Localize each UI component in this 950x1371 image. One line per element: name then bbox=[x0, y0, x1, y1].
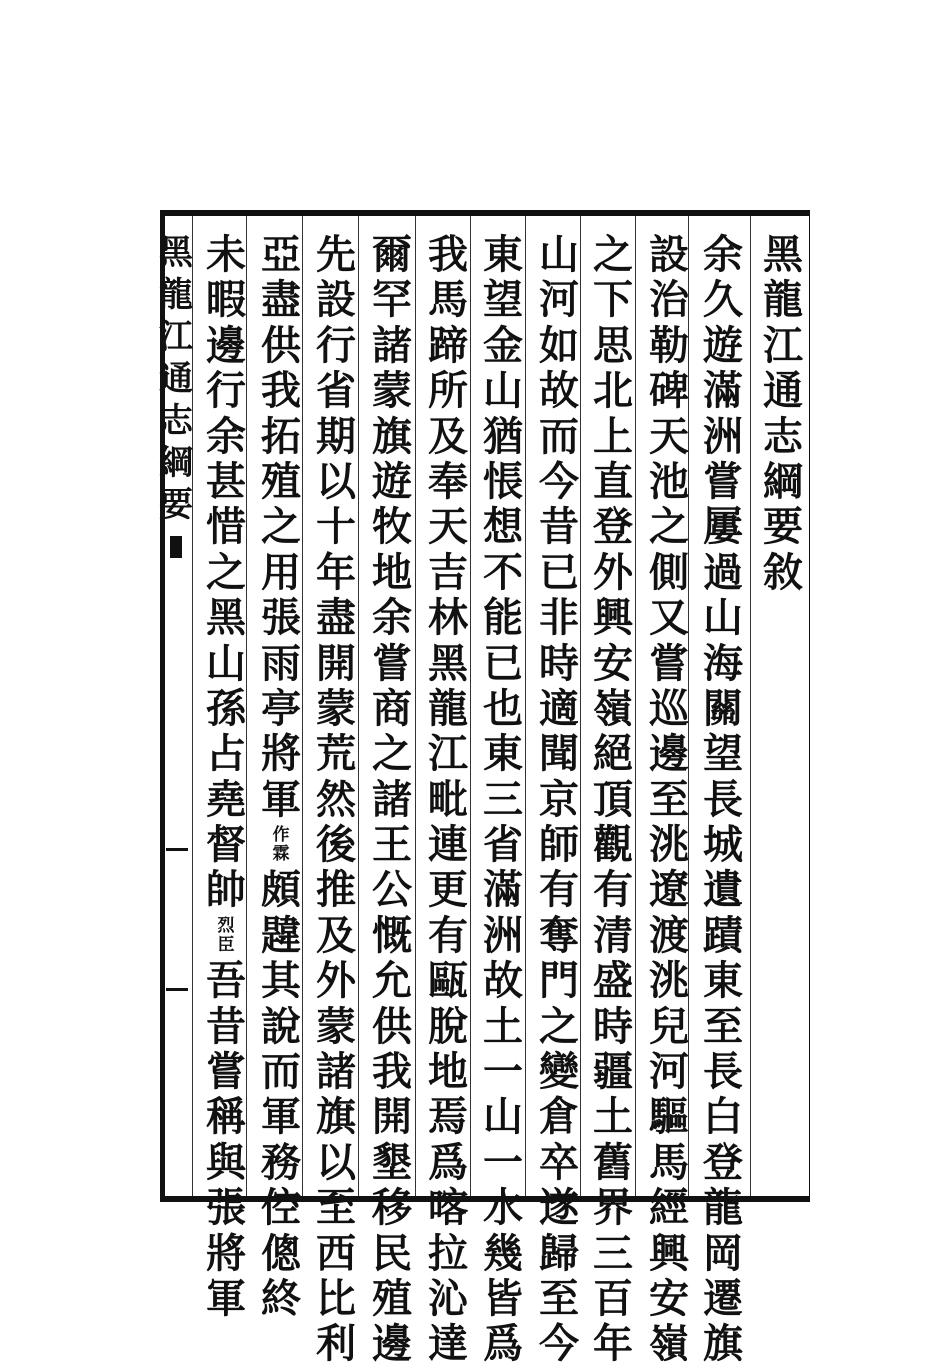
text-char: 說 bbox=[261, 1002, 301, 1050]
text-char: 諸 bbox=[316, 1048, 356, 1096]
note-char: 霖 bbox=[272, 843, 290, 864]
text-char: 焉 bbox=[428, 1093, 468, 1141]
text-char: 敘 bbox=[763, 548, 803, 596]
text-char: 西 bbox=[316, 1229, 356, 1277]
text-char: 至 bbox=[649, 775, 689, 823]
text-char: 然 bbox=[316, 775, 356, 823]
text-char: 帥 bbox=[206, 866, 246, 914]
text-char: 皆 bbox=[483, 1274, 523, 1322]
margin-title bbox=[158, 232, 194, 558]
text-char: 碑 bbox=[649, 367, 689, 415]
text-char: 志 bbox=[763, 412, 803, 460]
text-char: 長 bbox=[703, 1048, 743, 1096]
text-char: 傯 bbox=[261, 1229, 301, 1277]
text-char: 喀 bbox=[428, 1184, 468, 1232]
text-char: 一 bbox=[483, 1048, 523, 1096]
text-char: 滿 bbox=[483, 866, 523, 914]
text-char: 余 bbox=[703, 231, 743, 278]
text-char: 綱 bbox=[763, 457, 803, 505]
text-char: 頂 bbox=[593, 775, 633, 823]
text-char: 登 bbox=[703, 1138, 743, 1186]
text-char: 山 bbox=[539, 231, 579, 278]
text-char: 余 bbox=[206, 412, 246, 460]
margin-title-char: 江 bbox=[159, 317, 193, 357]
text-char: 嶺 bbox=[649, 1320, 689, 1368]
text-char: 山 bbox=[206, 639, 246, 687]
text-char: 諸 bbox=[372, 775, 412, 823]
note-char: 臣 bbox=[217, 934, 235, 955]
text-char: 沁 bbox=[428, 1274, 468, 1322]
text-char: 外 bbox=[316, 957, 356, 1005]
text-column bbox=[195, 232, 257, 1321]
note-char: 作 bbox=[272, 824, 290, 845]
text-char: 移 bbox=[372, 1184, 412, 1232]
text-char: 上 bbox=[593, 412, 633, 460]
text-char: 我 bbox=[428, 231, 468, 278]
text-char: 時 bbox=[539, 639, 579, 687]
text-char: 河 bbox=[649, 1048, 689, 1096]
margin-title-char: 要 bbox=[159, 485, 193, 525]
text-char: 猶 bbox=[483, 412, 523, 460]
text-char: 北 bbox=[593, 367, 633, 415]
text-char: 將 bbox=[206, 1229, 246, 1277]
text-char: 故 bbox=[539, 367, 579, 415]
text-char: 後 bbox=[316, 821, 356, 869]
text-char: 已 bbox=[539, 548, 579, 596]
text-char: 兒 bbox=[649, 1002, 689, 1050]
text-char: 安 bbox=[593, 639, 633, 687]
text-char: 絕 bbox=[593, 730, 633, 778]
text-char: 慨 bbox=[372, 911, 412, 959]
text-char: 清 bbox=[593, 911, 633, 959]
text-char: 池 bbox=[649, 457, 689, 505]
text-char: 思 bbox=[593, 321, 633, 369]
text-char: 關 bbox=[703, 684, 743, 732]
note-char: 烈 bbox=[217, 915, 235, 936]
text-char: 登 bbox=[593, 503, 633, 551]
text-char: 旗 bbox=[316, 1093, 356, 1141]
text-char: 東 bbox=[483, 231, 523, 278]
text-char: 聞 bbox=[539, 730, 579, 778]
text-char: 昔 bbox=[206, 1002, 246, 1050]
text-char: 供 bbox=[261, 321, 301, 369]
text-char: 爾 bbox=[372, 231, 412, 278]
text-char: 興 bbox=[593, 594, 633, 642]
text-char: 開 bbox=[372, 1093, 412, 1141]
margin-title-char: 黑 bbox=[159, 233, 193, 273]
text-char: 至 bbox=[316, 1184, 356, 1232]
text-char: 之 bbox=[206, 548, 246, 596]
text-char: 遷 bbox=[703, 1274, 743, 1322]
text-column bbox=[305, 232, 367, 1367]
text-char: 地 bbox=[428, 1048, 468, 1096]
text-char: 荒 bbox=[316, 730, 356, 778]
text-char: 洲 bbox=[483, 911, 523, 959]
text-char: 墾 bbox=[372, 1138, 412, 1186]
text-char: 變 bbox=[539, 1048, 579, 1096]
text-char: 滿 bbox=[703, 367, 743, 415]
text-char: 洮 bbox=[649, 957, 689, 1005]
text-char: 百 bbox=[593, 1274, 633, 1322]
text-char: 嘗 bbox=[372, 639, 412, 687]
text-char: 所 bbox=[428, 367, 468, 415]
text-char: 京 bbox=[539, 775, 579, 823]
text-char: 龍 bbox=[428, 684, 468, 732]
text-char: 王 bbox=[372, 821, 412, 869]
text-char: 勒 bbox=[649, 321, 689, 369]
text-char: 公 bbox=[372, 866, 412, 914]
text-char: 三 bbox=[483, 775, 523, 823]
text-char: 馬 bbox=[649, 1138, 689, 1186]
text-char: 奪 bbox=[539, 911, 579, 959]
text-char: 雨 bbox=[261, 639, 301, 687]
text-char: 龍 bbox=[763, 276, 803, 324]
text-char: 邊 bbox=[372, 1320, 412, 1368]
text-char: 悵 bbox=[483, 457, 523, 505]
interlinear-note bbox=[273, 822, 290, 867]
text-char: 亭 bbox=[261, 684, 301, 732]
text-column bbox=[528, 232, 590, 1367]
text-char: 渡 bbox=[649, 911, 689, 959]
text-char: 側 bbox=[649, 548, 689, 596]
text-char: 至 bbox=[703, 1002, 743, 1050]
text-char: 土 bbox=[593, 1093, 633, 1141]
text-char: 牧 bbox=[372, 503, 412, 551]
text-char: 督 bbox=[206, 821, 246, 869]
text-char: 我 bbox=[372, 1048, 412, 1096]
text-char: 三 bbox=[593, 1229, 633, 1277]
text-char: 洲 bbox=[703, 412, 743, 460]
text-char: 之 bbox=[261, 503, 301, 551]
text-char: 奉 bbox=[428, 457, 468, 505]
text-char: 下 bbox=[593, 276, 633, 324]
text-char: 吉 bbox=[428, 548, 468, 596]
text-char: 卒 bbox=[539, 1138, 579, 1186]
text-char: 不 bbox=[483, 548, 523, 596]
text-char: 昔 bbox=[539, 503, 579, 551]
text-char: 行 bbox=[316, 321, 356, 369]
text-char: 與 bbox=[206, 1138, 246, 1186]
text-char: 幾 bbox=[483, 1229, 523, 1277]
text-char: 海 bbox=[703, 639, 743, 687]
text-char: 遼 bbox=[649, 866, 689, 914]
text-char: 治 bbox=[649, 276, 689, 324]
text-char: 將 bbox=[261, 730, 301, 778]
text-column bbox=[472, 232, 534, 1367]
page-number-mark bbox=[166, 988, 188, 991]
text-char: 河 bbox=[539, 276, 579, 324]
text-char: 金 bbox=[483, 321, 523, 369]
text-char: 城 bbox=[703, 821, 743, 869]
text-char: 一 bbox=[483, 1138, 523, 1186]
text-char: 望 bbox=[483, 276, 523, 324]
text-char: 直 bbox=[593, 457, 633, 505]
text-char: 想 bbox=[483, 503, 523, 551]
preface-title-column bbox=[752, 232, 814, 595]
text-char: 稱 bbox=[206, 1093, 246, 1141]
text-char: 旗 bbox=[703, 1320, 743, 1368]
text-char: 通 bbox=[763, 367, 803, 415]
text-column bbox=[582, 232, 644, 1367]
text-char: 之 bbox=[649, 503, 689, 551]
text-char: 軍 bbox=[206, 1274, 246, 1322]
text-char: 嘗 bbox=[206, 1048, 246, 1096]
text-char: 適 bbox=[539, 684, 579, 732]
text-char: 旗 bbox=[372, 412, 412, 460]
text-char: 如 bbox=[539, 321, 579, 369]
text-char: 用 bbox=[261, 548, 301, 596]
text-char: 疆 bbox=[593, 1048, 633, 1096]
text-char: 黑 bbox=[428, 639, 468, 687]
text-column bbox=[361, 232, 423, 1367]
text-char: 罕 bbox=[372, 276, 412, 324]
text-char: 外 bbox=[593, 548, 633, 596]
text-char: 屢 bbox=[703, 503, 743, 551]
text-column bbox=[638, 232, 700, 1367]
text-char: 蹟 bbox=[703, 911, 743, 959]
text-char: 頗 bbox=[261, 866, 301, 914]
text-char: 開 bbox=[316, 639, 356, 687]
text-char: 興 bbox=[649, 1229, 689, 1277]
text-column bbox=[692, 232, 754, 1367]
text-char: 堯 bbox=[206, 775, 246, 823]
text-char: 嘗 bbox=[703, 457, 743, 505]
text-char: 黑 bbox=[206, 594, 246, 642]
text-char: 門 bbox=[539, 957, 579, 1005]
text-char: 之 bbox=[539, 1002, 579, 1050]
margin-title-char: 志 bbox=[159, 401, 193, 441]
block-mark bbox=[170, 536, 182, 558]
text-char: 盛 bbox=[593, 957, 633, 1005]
text-char: 盡 bbox=[316, 594, 356, 642]
text-char: 有 bbox=[539, 866, 579, 914]
text-char: 邊 bbox=[206, 321, 246, 369]
text-char: 韙 bbox=[261, 911, 301, 959]
margin-title-char: 龍 bbox=[159, 275, 193, 315]
text-char: 盡 bbox=[261, 276, 301, 324]
text-char: 能 bbox=[483, 594, 523, 642]
text-char: 及 bbox=[428, 412, 468, 460]
text-char: 師 bbox=[539, 821, 579, 869]
text-char: 蹄 bbox=[428, 321, 468, 369]
text-char: 務 bbox=[261, 1138, 301, 1186]
text-char: 倉 bbox=[539, 1093, 579, 1141]
text-column bbox=[250, 232, 312, 1321]
text-char: 要 bbox=[763, 503, 803, 551]
text-char: 毗 bbox=[428, 775, 468, 823]
text-char: 之 bbox=[593, 231, 633, 278]
text-char: 拉 bbox=[428, 1229, 468, 1277]
text-char: 以 bbox=[316, 1138, 356, 1186]
text-char: 天 bbox=[428, 503, 468, 551]
text-char: 先 bbox=[316, 231, 356, 278]
text-char: 供 bbox=[372, 1002, 412, 1050]
text-char: 蒙 bbox=[316, 684, 356, 732]
text-char: 邊 bbox=[649, 730, 689, 778]
text-char: 諸 bbox=[372, 321, 412, 369]
text-char: 龍 bbox=[703, 1184, 743, 1232]
text-char: 界 bbox=[593, 1184, 633, 1232]
text-char: 殖 bbox=[372, 1274, 412, 1322]
margin-title-char: 綱 bbox=[159, 443, 193, 483]
text-char: 遺 bbox=[703, 866, 743, 914]
text-char: 已 bbox=[483, 639, 523, 687]
text-char: 有 bbox=[428, 911, 468, 959]
text-char: 洮 bbox=[649, 821, 689, 869]
text-char: 地 bbox=[372, 548, 412, 596]
text-char: 孫 bbox=[206, 684, 246, 732]
text-char: 又 bbox=[649, 594, 689, 642]
text-char: 驅 bbox=[649, 1093, 689, 1141]
text-char: 甚 bbox=[206, 457, 246, 505]
text-char: 殖 bbox=[261, 457, 301, 505]
text-char: 脫 bbox=[428, 1002, 468, 1050]
text-char: 蒙 bbox=[372, 367, 412, 415]
text-char: 民 bbox=[372, 1229, 412, 1277]
text-column bbox=[417, 232, 479, 1367]
text-char: 拓 bbox=[261, 412, 301, 460]
text-char: 久 bbox=[703, 276, 743, 324]
text-char: 至 bbox=[539, 1274, 579, 1322]
text-char: 望 bbox=[703, 730, 743, 778]
text-char: 岡 bbox=[703, 1229, 743, 1277]
text-char: 亞 bbox=[261, 231, 301, 278]
text-char: 之 bbox=[372, 730, 412, 778]
text-char: 其 bbox=[261, 957, 301, 1005]
page-number-mark bbox=[166, 848, 188, 851]
text-char: 行 bbox=[206, 367, 246, 415]
text-char: 利 bbox=[316, 1320, 356, 1368]
text-char: 江 bbox=[763, 321, 803, 369]
text-char: 比 bbox=[316, 1274, 356, 1322]
text-char: 軍 bbox=[261, 775, 301, 823]
text-char: 嶺 bbox=[593, 684, 633, 732]
text-char: 今 bbox=[539, 1320, 579, 1368]
text-char: 林 bbox=[428, 594, 468, 642]
text-char: 天 bbox=[649, 412, 689, 460]
text-char: 爲 bbox=[428, 1138, 468, 1186]
text-char: 而 bbox=[261, 1048, 301, 1096]
text-char: 遊 bbox=[703, 321, 743, 369]
text-char: 期 bbox=[316, 412, 356, 460]
text-char: 暇 bbox=[206, 276, 246, 324]
text-char: 巡 bbox=[649, 684, 689, 732]
text-char: 過 bbox=[703, 548, 743, 596]
text-char: 達 bbox=[428, 1320, 468, 1368]
text-char: 十 bbox=[316, 503, 356, 551]
text-char: 未 bbox=[206, 231, 246, 278]
text-char: 終 bbox=[261, 1274, 301, 1322]
text-char: 吾 bbox=[206, 957, 246, 1005]
text-char: 時 bbox=[593, 1002, 633, 1050]
text-char: 年 bbox=[316, 548, 356, 596]
text-char: 也 bbox=[483, 684, 523, 732]
margin-title-char: 通 bbox=[159, 359, 193, 399]
text-char: 長 bbox=[703, 775, 743, 823]
text-char: 遂 bbox=[539, 1184, 579, 1232]
text-char: 張 bbox=[206, 1184, 246, 1232]
text-char: 非 bbox=[539, 594, 579, 642]
text-char: 甌 bbox=[428, 957, 468, 1005]
text-char: 年 bbox=[593, 1320, 633, 1368]
text-char: 設 bbox=[649, 231, 689, 278]
text-char: 商 bbox=[372, 684, 412, 732]
text-char: 倥 bbox=[261, 1184, 301, 1232]
text-char: 連 bbox=[428, 821, 468, 869]
text-char: 而 bbox=[539, 412, 579, 460]
text-char: 舊 bbox=[593, 1138, 633, 1186]
text-char: 占 bbox=[206, 730, 246, 778]
text-char: 省 bbox=[316, 367, 356, 415]
text-char: 山 bbox=[483, 1093, 523, 1141]
text-char: 張 bbox=[261, 594, 301, 642]
text-char: 省 bbox=[483, 821, 523, 869]
text-char: 及 bbox=[316, 911, 356, 959]
text-char: 馬 bbox=[428, 276, 468, 324]
text-char: 黑 bbox=[763, 231, 803, 278]
text-char: 軍 bbox=[261, 1093, 301, 1141]
text-char: 推 bbox=[316, 866, 356, 914]
text-char: 更 bbox=[428, 866, 468, 914]
text-char: 遊 bbox=[372, 457, 412, 505]
text-char: 山 bbox=[703, 594, 743, 642]
interlinear-note bbox=[218, 913, 235, 958]
text-char: 以 bbox=[316, 457, 356, 505]
text-char: 惜 bbox=[206, 503, 246, 551]
text-char: 允 bbox=[372, 957, 412, 1005]
text-char: 山 bbox=[483, 367, 523, 415]
text-char: 土 bbox=[483, 1002, 523, 1050]
text-char: 蒙 bbox=[316, 1002, 356, 1050]
text-char: 東 bbox=[483, 730, 523, 778]
text-char: 江 bbox=[428, 730, 468, 778]
text-char: 故 bbox=[483, 957, 523, 1005]
text-char: 余 bbox=[372, 594, 412, 642]
text-char: 觀 bbox=[593, 821, 633, 869]
text-char: 東 bbox=[703, 957, 743, 1005]
text-char: 白 bbox=[703, 1093, 743, 1141]
text-char: 經 bbox=[649, 1184, 689, 1232]
text-char: 設 bbox=[316, 276, 356, 324]
text-char: 嘗 bbox=[649, 639, 689, 687]
text-char: 今 bbox=[539, 457, 579, 505]
text-char: 水 bbox=[483, 1184, 523, 1232]
text-char: 我 bbox=[261, 367, 301, 415]
text-char: 有 bbox=[593, 866, 633, 914]
text-char: 爲 bbox=[483, 1320, 523, 1368]
text-char: 歸 bbox=[539, 1229, 579, 1277]
text-char: 安 bbox=[649, 1274, 689, 1322]
